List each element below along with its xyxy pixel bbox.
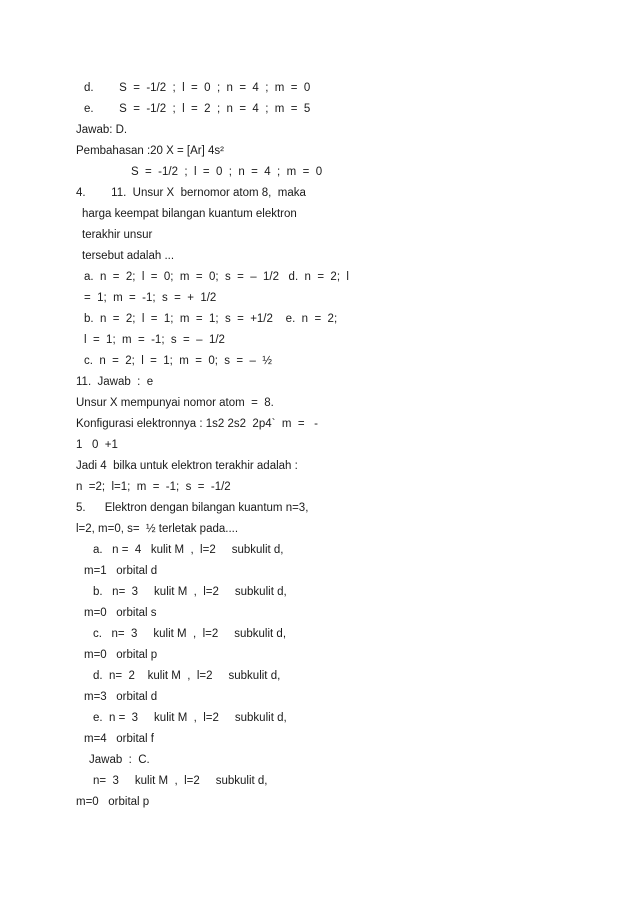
text-line: 11. Jawab : e: [76, 376, 154, 388]
text-line: e. n = 3 kulit M , l=2 subkulit d,: [93, 712, 287, 724]
text-line: S = -1/2 ; l = 0 ; n = 4 ; m = 0: [131, 166, 323, 178]
text-line: c. n= 3 kulit M , l=2 subkulit d,: [93, 628, 287, 640]
text-line: e. S = -1/2 ; l = 2 ; n = 4 ; m = 5: [84, 103, 311, 115]
text-line: m=4 orbital f: [84, 733, 154, 745]
text-line: harga keempat bilangan kuantum elektron: [82, 208, 297, 220]
text-line: a. n = 4 kulit M , l=2 subkulit d,: [93, 544, 284, 556]
text-line: Jadi 4 bilka untuk elektron terakhir adalah :: [76, 460, 298, 472]
text-line: tersebut adalah ...: [82, 250, 175, 262]
text-line: Jawab: D.: [76, 124, 128, 136]
text-line: d. n= 2 kulit M , l=2 subkulit d,: [93, 670, 281, 682]
text-line: c. n = 2; l = 1; m = 0; s = – ½: [84, 355, 272, 367]
text-line: Jawab : C.: [89, 754, 150, 766]
text-line: m=1 orbital d: [84, 565, 158, 577]
text-line: n= 3 kulit M , l=2 subkulit d,: [93, 775, 268, 787]
text-line: = 1; m = -1; s = + 1/2: [84, 292, 217, 304]
text-line: l = 1; m = -1; s = – 1/2: [84, 334, 225, 346]
text-line: b. n = 2; l = 1; m = 1; s = +1/2 e. n = 2;: [84, 313, 338, 325]
text-line: 4. 11. Unsur X bernomor atom 8, maka: [76, 187, 306, 199]
text-line: n =2; l=1; m = -1; s = -1/2: [76, 481, 231, 493]
text-line: b. n= 3 kulit M , l=2 subkulit d,: [93, 586, 287, 598]
text-line: 5. Elektron dengan bilangan kuantum n=3,: [76, 502, 309, 514]
text-line: Konfigurasi elektronnya : 1s2 2s2 2p4` m = -: [76, 418, 318, 430]
text-line: m=0 orbital s: [84, 607, 157, 619]
text-line: m=3 orbital d: [84, 691, 158, 703]
text-line: d. S = -1/2 ; l = 0 ; n = 4 ; m = 0: [84, 82, 311, 94]
text-line: Unsur X mempunyai nomor atom = 8.: [76, 397, 274, 409]
text-line: m=0 orbital p: [76, 796, 150, 808]
text-line: m=0 orbital p: [84, 649, 158, 661]
text-line: l=2, m=0, s= ½ terletak pada....: [76, 523, 239, 535]
text-line: a. n = 2; l = 0; m = 0; s = – 1/2 d. n = 2; l: [84, 271, 349, 283]
text-line: 1 0 +1: [76, 439, 118, 451]
text-line: Pembahasan :20 X = [Ar] 4s²: [76, 145, 224, 157]
text-line: terakhir unsur: [82, 229, 153, 241]
